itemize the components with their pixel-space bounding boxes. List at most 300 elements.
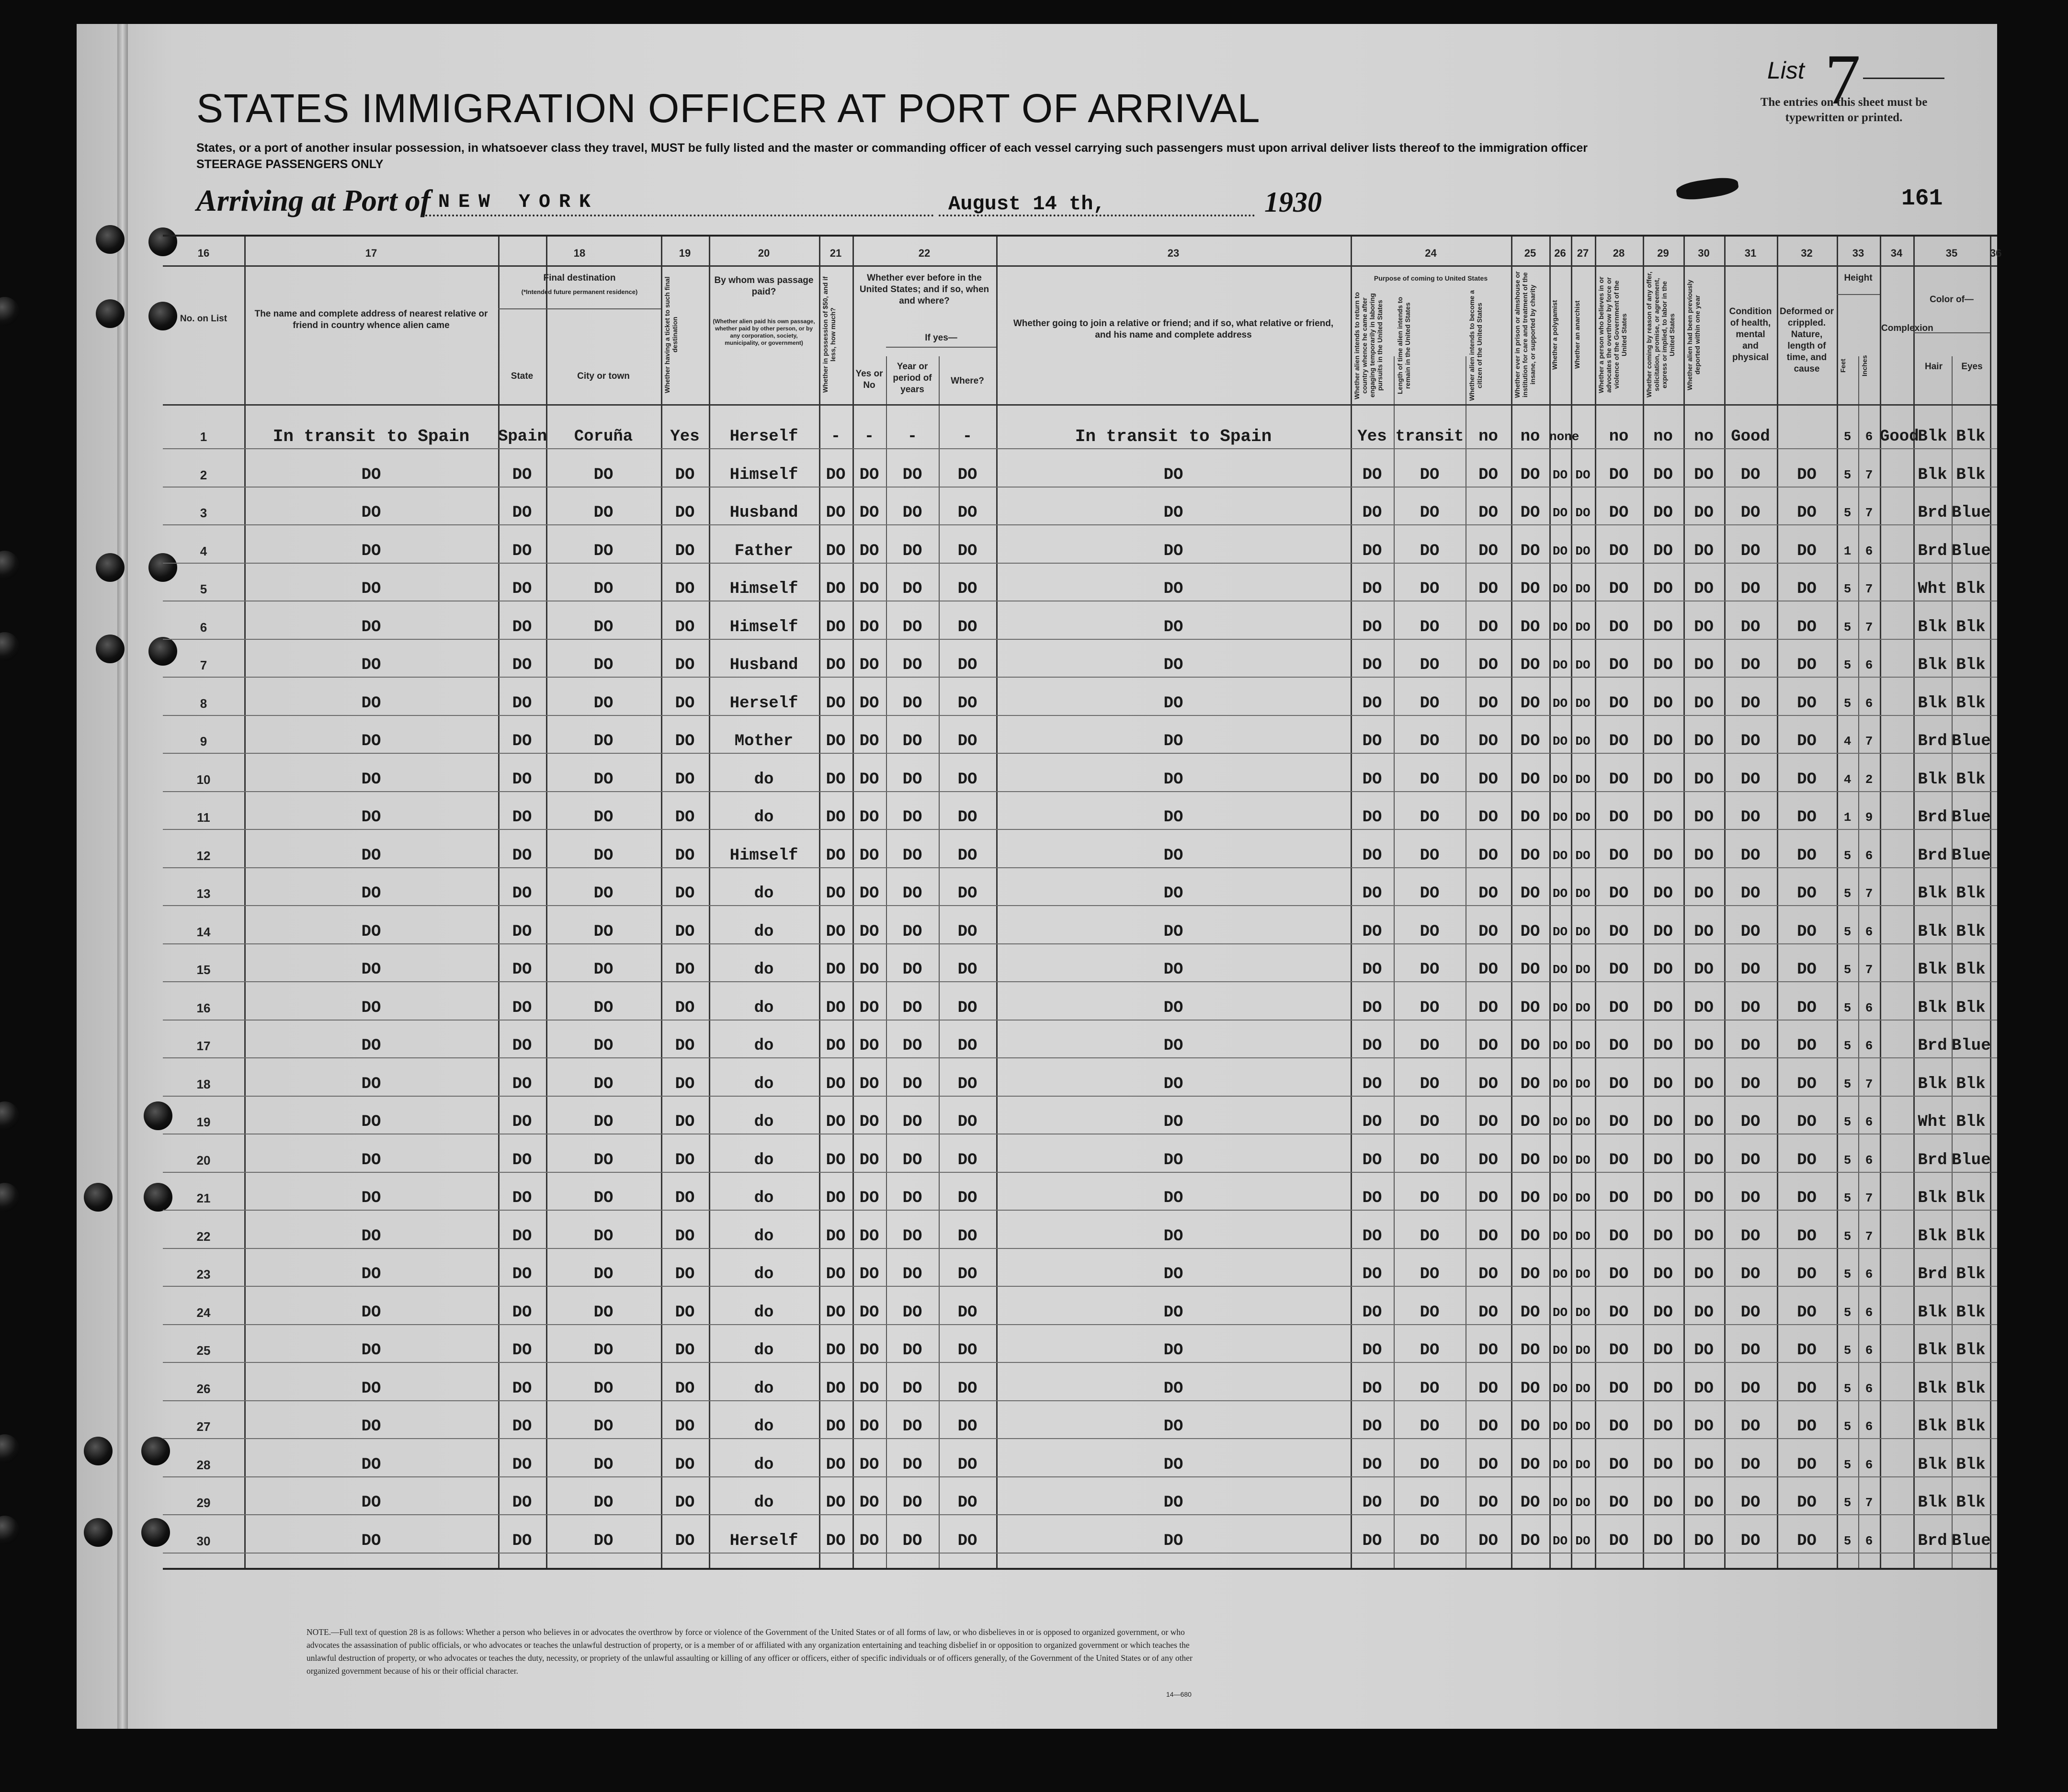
cell-hair: Brd [1918, 1265, 1947, 1283]
cell-inches: 6 [1865, 658, 1873, 672]
cell-c24a: DO [1362, 846, 1382, 865]
cell-c32: DO [1797, 1531, 1817, 1550]
cell-ticket: DO [675, 1303, 695, 1322]
cell-c22b: DO [902, 580, 922, 598]
cell-c26: DO [1552, 658, 1568, 672]
cell-c25: DO [1520, 504, 1540, 522]
row-number: 17 [196, 1039, 211, 1053]
cell-paid-by: do [754, 922, 774, 941]
cell-c27: DO [1575, 506, 1591, 520]
row-number: 19 [196, 1115, 211, 1129]
cell-c24b: DO [1420, 1227, 1440, 1246]
cell-c26: DO [1552, 620, 1568, 635]
cell-feet: 4 [1843, 734, 1852, 749]
cell-c24c: DO [1478, 808, 1498, 827]
column-number-36: 36 [1990, 247, 2002, 259]
cell-c27: DO [1575, 1419, 1591, 1434]
column-divider [244, 237, 246, 1568]
cell-c25: DO [1520, 542, 1540, 560]
cell-c22b: DO [902, 922, 922, 941]
cell-c26: DO [1552, 886, 1568, 901]
cell-eyes: Blk [1956, 428, 1986, 446]
cell-inches: 6 [1865, 924, 1873, 939]
cell-relative: DO [361, 1265, 381, 1283]
cell-c25: DO [1520, 1341, 1540, 1360]
row-number: 10 [196, 772, 211, 787]
cell-c22a: DO [859, 1303, 879, 1322]
cell-city: DO [593, 465, 614, 484]
cell-c22b: DO [902, 885, 922, 903]
cell-c28: DO [1609, 885, 1629, 903]
cell-c27: DO [1575, 848, 1591, 863]
cell-hair: Blk [1918, 428, 1947, 446]
cell-c28: DO [1609, 465, 1629, 484]
cell-c26: DO [1552, 963, 1568, 977]
cell-c26: DO [1552, 544, 1568, 558]
punch-hole [0, 297, 19, 326]
cell-c22c: DO [957, 885, 977, 903]
cell-state: Spain [498, 428, 547, 446]
cell-c29: DO [1653, 504, 1673, 522]
punch-hole [0, 1101, 19, 1130]
cell-c21: DO [826, 808, 846, 827]
cell-inches: 6 [1865, 1000, 1873, 1015]
row-number: 30 [196, 1533, 211, 1548]
cell-c21: DO [826, 1037, 846, 1055]
cell-c22c: - [962, 428, 973, 446]
cell-c22c: DO [957, 504, 977, 522]
header-feet: Feet [1839, 359, 1847, 373]
cell-city: DO [593, 1418, 614, 1436]
cell-city: DO [593, 504, 614, 522]
cell-c22c: DO [957, 961, 977, 979]
column-number-29: 29 [1657, 247, 1669, 259]
cell-c24c: DO [1478, 770, 1498, 789]
cell-health: DO [1740, 998, 1761, 1017]
cell-c30: DO [1694, 1341, 1714, 1360]
list-number-box [1760, 40, 1949, 124]
row-rule [163, 981, 1997, 982]
row-rule [163, 1286, 1997, 1287]
cell-city: DO [593, 770, 614, 789]
header-color-of: Color of— [1930, 295, 1974, 305]
cell-city: DO [593, 1265, 614, 1283]
row-number: 7 [200, 658, 207, 672]
cell-paid-by: do [754, 1494, 774, 1512]
column-number-28: 28 [1613, 247, 1625, 259]
cell-eyes: Blk [1956, 961, 1986, 979]
cell-c30: DO [1694, 808, 1714, 827]
cell-health: DO [1740, 618, 1761, 636]
cell-c32: DO [1797, 961, 1817, 979]
cell-c24b: DO [1420, 465, 1440, 484]
cell-paid-by: Father [734, 542, 794, 560]
cell-ticket: DO [675, 961, 695, 979]
cell-c21: DO [826, 504, 846, 522]
cell-join: DO [1163, 922, 1183, 941]
cell-relative: DO [361, 618, 381, 636]
cell-c24b: DO [1420, 1379, 1440, 1398]
cell-c22b: DO [902, 1265, 922, 1283]
cell-c29: DO [1653, 1265, 1673, 1283]
cell-feet: 5 [1843, 620, 1852, 635]
cell-join: DO [1163, 732, 1183, 750]
cell-health: DO [1740, 922, 1761, 941]
cell-c32: DO [1797, 465, 1817, 484]
cell-c21: DO [826, 1113, 846, 1131]
cell-c25: DO [1520, 922, 1540, 941]
cell-c24c: DO [1478, 1418, 1498, 1436]
row-number: 21 [196, 1191, 211, 1205]
header-condition-of-health: Condition of health, mental and physical [1729, 306, 1772, 363]
cell-health: DO [1740, 1494, 1761, 1512]
cell-c29: DO [1653, 808, 1673, 827]
header-nearest-relative: The name and complete address of nearest relative or friend in country whence alien came [254, 309, 488, 330]
row-number: 26 [196, 1381, 211, 1396]
cell-ticket: DO [675, 542, 695, 560]
cell-c24a: DO [1362, 770, 1382, 789]
cell-c22b: DO [902, 998, 922, 1017]
column-number-23: 23 [1167, 247, 1180, 259]
cell-c25: DO [1520, 1075, 1540, 1093]
cell-c30: DO [1694, 1303, 1714, 1322]
cell-state: DO [512, 656, 532, 674]
cell-c24c: DO [1478, 465, 1498, 484]
cell-health: DO [1740, 1151, 1761, 1169]
header-labor-offer: Whether coming by reason of any offer, solicitation, promise, or agreement, express or implied, to labor in the United States [1645, 272, 1676, 398]
row-number: 16 [196, 1000, 211, 1015]
cell-c32: DO [1797, 732, 1817, 750]
cell-feet: 5 [1843, 848, 1852, 863]
cell-paid-by: do [754, 1341, 774, 1360]
cell-hair: Blk [1918, 770, 1947, 789]
cell-hair: Brd [1918, 1037, 1947, 1055]
height-divider [1837, 294, 1880, 295]
cell-c24a: DO [1362, 808, 1382, 827]
cell-c24c: DO [1478, 1227, 1498, 1246]
header-inches: Inches [1861, 355, 1868, 377]
cell-city: DO [593, 732, 614, 750]
cell-c25: DO [1520, 1494, 1540, 1512]
cell-city: DO [593, 1151, 614, 1169]
destination-divider [498, 308, 661, 309]
cell-c30: DO [1694, 1113, 1714, 1131]
cell-c22b: DO [902, 1151, 922, 1169]
cell-c22b: DO [902, 1189, 922, 1207]
cell-hair: Blk [1918, 961, 1947, 979]
cell-c28: DO [1609, 1037, 1629, 1055]
cell-feet: 5 [1843, 506, 1852, 520]
cell-ticket: DO [675, 1151, 695, 1169]
header-complexion: Complexion [1881, 323, 1933, 333]
cell-c25: DO [1520, 1418, 1540, 1436]
cell-relative: DO [361, 1227, 381, 1246]
cell-c22a: DO [859, 846, 879, 865]
cell-relative: In transit to Spain [273, 427, 470, 446]
header-length-of-stay: Length of time alien intends to remain in the United States [1396, 297, 1411, 394]
cell-c21: DO [826, 885, 846, 903]
cell-c29: DO [1653, 1379, 1673, 1398]
row-rule [163, 867, 1997, 868]
list-number: 7 [1825, 40, 1861, 119]
cell-c32: DO [1797, 1341, 1817, 1360]
cell-c27: DO [1575, 734, 1591, 749]
instructions-line-1: States, or a port of another insular possession, in whatsoever class they travel, MUST be fully listed and the master or commanding officer of each vessel carrying such passengers must upon arrival deliver lists thereof to the immigration officer [196, 141, 1588, 155]
cell-state: DO [512, 732, 532, 750]
punch-hole [96, 553, 125, 582]
cell-state: DO [512, 1227, 532, 1246]
cell-join: DO [1163, 1494, 1183, 1512]
cell-c24c: DO [1478, 542, 1498, 560]
cell-join: DO [1163, 694, 1183, 713]
punch-hole [0, 1516, 19, 1544]
header-passage-paid-note: (Whether alien paid his own passage, whether paid by other person, or by any corporation, society, municipality, or government) [713, 318, 815, 346]
cell-c30: DO [1694, 1494, 1714, 1512]
cell-c30: DO [1694, 1379, 1714, 1398]
cell-c22c: DO [957, 694, 977, 713]
cell-health: DO [1740, 1379, 1761, 1398]
cell-c27: DO [1575, 582, 1591, 596]
cell-c21: DO [826, 846, 846, 865]
cell-c29: DO [1653, 618, 1673, 636]
cell-c28: DO [1609, 580, 1629, 598]
cell-c28: DO [1609, 1379, 1629, 1398]
header-final-destination: Final destination [543, 273, 616, 283]
cell-join: DO [1163, 808, 1183, 827]
cell-c32: DO [1797, 1151, 1817, 1169]
cell-relative: DO [361, 922, 381, 941]
cell-c22a: DO [859, 1418, 879, 1436]
cell-c29: DO [1653, 542, 1673, 560]
cell-c26: DO [1552, 1229, 1568, 1244]
cell-c27: DO [1575, 963, 1591, 977]
cell-c27: DO [1575, 1496, 1591, 1510]
cell-c29: DO [1653, 1341, 1673, 1360]
cell-feet: 5 [1843, 430, 1852, 444]
cell-c27: DO [1575, 1533, 1591, 1548]
cell-hair: Brd [1918, 542, 1947, 560]
cell-c24a: Yes [1357, 428, 1387, 446]
cell-c21: DO [826, 1303, 846, 1322]
punch-hole [84, 1437, 113, 1465]
cell-eyes: Blk [1956, 885, 1986, 903]
cell-ticket: DO [675, 504, 695, 522]
cell-hair: Blk [1918, 465, 1947, 484]
cell-inches: 7 [1865, 1496, 1873, 1510]
row-rule [163, 1020, 1997, 1021]
cell-hair: Brd [1918, 846, 1947, 865]
cell-c26: DO [1552, 772, 1568, 787]
cell-join: DO [1163, 1531, 1183, 1550]
cell-c22a: DO [859, 504, 879, 522]
cell-relative: DO [361, 1418, 381, 1436]
row-number: 20 [196, 1153, 211, 1168]
cell-c21: DO [826, 694, 846, 713]
port-underline [421, 215, 934, 216]
cell-c26: DO [1552, 1381, 1568, 1396]
cell-c28: DO [1609, 504, 1629, 522]
cell-c22c: DO [957, 770, 977, 789]
cell-inches: 6 [1865, 1267, 1873, 1282]
cell-ticket: DO [675, 1227, 695, 1246]
cell-c24a: DO [1362, 1113, 1382, 1131]
cell-ticket: DO [675, 1113, 695, 1131]
cell-c24c: DO [1478, 1151, 1498, 1169]
cell-inches: 6 [1865, 1419, 1873, 1434]
cell-inches: 6 [1865, 430, 1873, 444]
cell-c24b: DO [1420, 732, 1440, 750]
cell-join: DO [1163, 1227, 1183, 1246]
cell-c27: DO [1575, 658, 1591, 672]
cell-paid-by: do [754, 998, 774, 1017]
cell-state: DO [512, 998, 532, 1017]
header-height: Height [1844, 273, 1873, 283]
cell-state: DO [512, 1494, 532, 1512]
cell-hair: Blk [1918, 1455, 1947, 1474]
cell-feet: 5 [1843, 1305, 1852, 1320]
cell-c29: DO [1653, 1418, 1673, 1436]
cell-relative: DO [361, 732, 381, 750]
row-number: 6 [200, 620, 207, 635]
cell-ticket: DO [675, 1379, 695, 1398]
cell-join: DO [1163, 961, 1183, 979]
cell-feet: 5 [1843, 1000, 1852, 1015]
cell-c25: DO [1520, 694, 1540, 713]
cell-relative: DO [361, 961, 381, 979]
cell-c24c: DO [1478, 1531, 1498, 1550]
cell-c21: DO [826, 998, 846, 1017]
cell-hair: Blk [1918, 656, 1947, 674]
cell-state: DO [512, 1189, 532, 1207]
cell-c25: DO [1520, 1531, 1540, 1550]
cell-health: DO [1740, 465, 1761, 484]
cell-c28: DO [1609, 1531, 1629, 1550]
cell-c29: DO [1653, 922, 1673, 941]
punch-hole [84, 1183, 113, 1212]
cell-c22c: DO [957, 1265, 977, 1283]
cell-state: DO [512, 922, 532, 941]
cell-c24c: DO [1478, 504, 1498, 522]
header-overthrow: Whether a person who believes in or advocates the overthrow by force or violence of the Government of the United States [1597, 276, 1628, 393]
cell-join: DO [1163, 1265, 1183, 1283]
cell-c25: DO [1520, 1151, 1540, 1169]
cell-join: DO [1163, 1455, 1183, 1474]
cell-c24c: DO [1478, 1037, 1498, 1055]
cell-c26: DO [1552, 1419, 1568, 1434]
cell-hair: Blk [1918, 1494, 1947, 1512]
row-rule [163, 829, 1997, 830]
cell-inches: 6 [1865, 1305, 1873, 1320]
cell-c24b: DO [1420, 1531, 1440, 1550]
cell-ticket: DO [675, 618, 695, 636]
cell-inches: 2 [1865, 772, 1873, 787]
cell-c21: DO [826, 1494, 846, 1512]
cell-c25: no [1520, 428, 1540, 446]
cell-c32: DO [1797, 656, 1817, 674]
cell-eyes: Blk [1956, 998, 1986, 1017]
cell-c22a: DO [859, 1113, 879, 1131]
cell-c24a: DO [1362, 1227, 1382, 1246]
cell-c24b: DO [1420, 922, 1440, 941]
cell-relative: DO [361, 846, 381, 865]
cell-feet: 5 [1843, 1191, 1852, 1205]
cell-c24b: transit [1395, 428, 1464, 446]
cell-c22c: DO [957, 732, 977, 750]
cell-paid-by: Husband [729, 504, 798, 522]
cell-paid-by: do [754, 1227, 774, 1246]
cell-join: DO [1163, 656, 1183, 674]
cell-c22a: DO [859, 998, 879, 1017]
cell-c22c: DO [957, 1113, 977, 1131]
cell-c29: DO [1653, 1531, 1673, 1550]
cell-hair: Blk [1918, 618, 1947, 636]
cell-eyes: Blk [1956, 465, 1986, 484]
cell-city: DO [593, 1379, 614, 1398]
cell-c22c: DO [957, 1227, 977, 1246]
cell-c27: DO [1575, 886, 1591, 901]
cell-c27: DO [1575, 544, 1591, 558]
cell-c24a: DO [1362, 1265, 1382, 1283]
cell-health: DO [1740, 1037, 1761, 1055]
cell-relative: DO [361, 656, 381, 674]
cell-c28: DO [1609, 846, 1629, 865]
column-number-18: 18 [573, 247, 586, 259]
cell-c24c: DO [1478, 1303, 1498, 1322]
cell-hair: Brd [1918, 504, 1947, 522]
cell-join: DO [1163, 1418, 1183, 1436]
cell-c24c: DO [1478, 1189, 1498, 1207]
cell-c22a: DO [859, 580, 879, 598]
cell-c24a: DO [1362, 1303, 1382, 1322]
row-number: 22 [196, 1229, 211, 1244]
cell-paid-by: Husband [729, 656, 798, 674]
cell-paid-by: do [754, 770, 774, 789]
cell-inches: 6 [1865, 848, 1873, 863]
cell-c22a: DO [859, 1075, 879, 1093]
row-number: 4 [200, 544, 207, 558]
cell-paid-by: do [754, 1113, 774, 1131]
cell-join: DO [1163, 1379, 1183, 1398]
cell-c24a: DO [1362, 1151, 1382, 1169]
header-state: State [511, 371, 534, 381]
cell-c25: DO [1520, 808, 1540, 827]
cell-ticket: DO [675, 1455, 695, 1474]
cell-c24c: DO [1478, 1494, 1498, 1512]
cell-c24a: DO [1362, 465, 1382, 484]
cell-health: DO [1740, 1189, 1761, 1207]
cell-eyes: Blk [1956, 1418, 1986, 1436]
cell-c26: none [1549, 430, 1579, 444]
cell-feet: 5 [1843, 1229, 1852, 1244]
cell-c22a: DO [859, 694, 879, 713]
cell-relative: DO [361, 770, 381, 789]
header-if-yes: If yes— [925, 333, 957, 343]
cell-state: DO [512, 694, 532, 713]
cell-c22b: DO [902, 542, 922, 560]
row-number: 5 [200, 582, 207, 596]
cell-c30: DO [1694, 694, 1714, 713]
cell-paid-by: do [754, 1455, 774, 1474]
cell-c28: DO [1609, 770, 1629, 789]
cell-c24b: DO [1420, 542, 1440, 560]
header-return-intent: Whether alien intends to return to country whence he came after engaging temporarily in laboring pursuits in the United States [1353, 292, 1384, 399]
row-rule [163, 1096, 1997, 1097]
cell-c25: DO [1520, 961, 1540, 979]
cell-c22c: DO [957, 580, 977, 598]
cell-eyes: Blue [1952, 808, 1991, 827]
cell-c30: DO [1694, 770, 1714, 789]
cell-relative: DO [361, 1189, 381, 1207]
